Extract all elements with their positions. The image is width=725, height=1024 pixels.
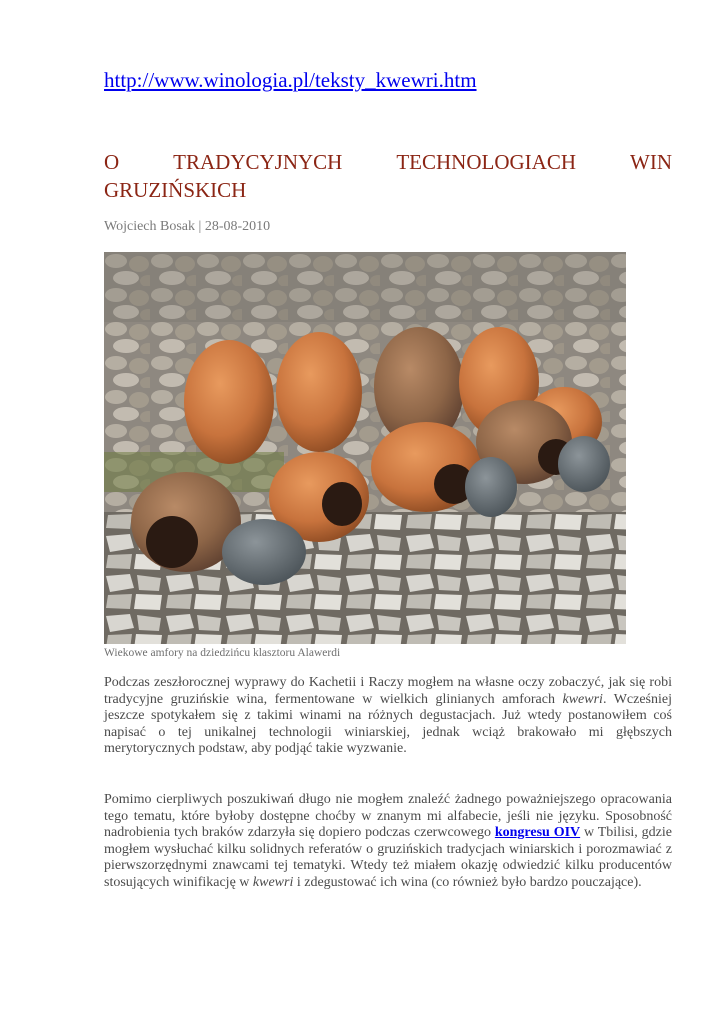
title-word: TECHNOLOGIACH	[396, 150, 577, 174]
author-date-byline: Wojciech Bosak | 28-08-2010	[104, 219, 271, 234]
source-url-link[interactable]: http://www.winologia.pl/teksty_kwewri.htm	[104, 68, 477, 92]
title-word: O	[104, 150, 120, 174]
paragraph-text: . Wcześniej jeszcze spotykałem się z takimi winami na różnych degustacjach. Już wtedy postanowiłem coś napisać o tej unikalnej technologii winiarskiej, jednak wciąż brakowało mi głębszych merytorycznych podstaw, aby podjąć takie wyzwanie.	[104, 691, 673, 756]
term-kwewri: kwewri	[562, 691, 603, 707]
amphorae-photo	[104, 252, 626, 644]
term-kwewri: kwewri	[252, 874, 294, 890]
paragraph-text: w Tbilisi, gdzie mogłem wysłuchać kilku solidnych referatów o gruzińskich tradycjach winiarskich i porozmawiać z pierwszorzędnymi znawcami tej tematyki. Wtedy też miałem okazję odwiedzić kilku producentów stosujących winifikację w	[104, 825, 672, 890]
paragraph-2	[104, 792, 672, 891]
paragraph-text: i zdegustować ich wina (co również było bardzo pouczające).	[293, 874, 642, 890]
paragraph-text: Pomimo cierpliwych poszukiwań długo nie mogłem znaleźć żadnego poważniejszego opracowania tego tematu, które byłoby dostępne choćby w znanym mi alfabecie, jeśli nie języku. Sposobność nadrobienia tych braków zdarzyła się dopiero podczas czerwcowego	[104, 792, 672, 840]
title-word: WIN	[630, 150, 672, 174]
oiv-congress-link[interactable]: kongresu OIV	[494, 825, 581, 840]
paragraph-text: Podczas zeszłorocznej wyprawy do Kachetii i Raczy mogłem na własne oczy zobaczyć, jak się robi tradycyjne gruzińskie wina, fermentowane w wielkich glinianych amforach	[104, 675, 672, 707]
paragraph-1	[104, 675, 672, 758]
title-line-1	[104, 148, 672, 176]
article-title	[104, 148, 672, 204]
title-line-2: GRUZIŃSKICH	[104, 178, 247, 202]
title-word: TRADYCYJNYCH	[173, 150, 343, 174]
photo-caption: Wiekowe amfory na dziedzińcu klasztoru Alawerdi	[104, 647, 341, 659]
